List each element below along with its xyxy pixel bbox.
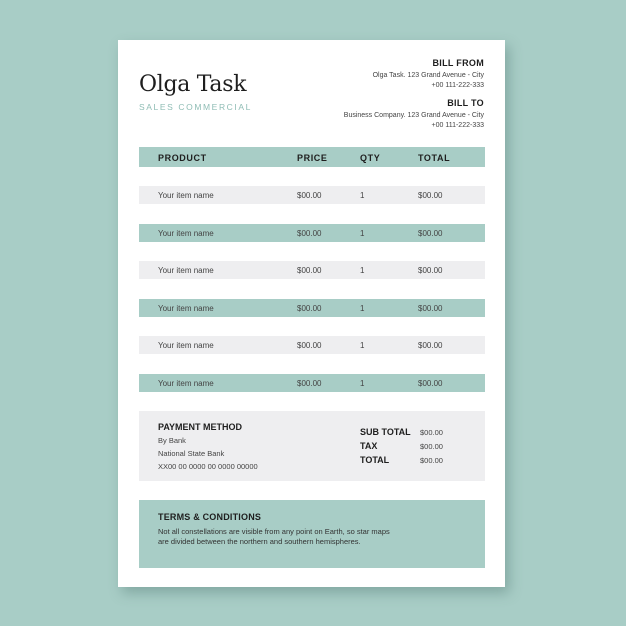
terms-heading: TERMS & CONDITIONS xyxy=(158,512,262,522)
bill-from-phone: +00 111-222-333 xyxy=(431,82,484,89)
bill-from-heading: BILL FROM xyxy=(432,58,484,68)
row-price: $00.00 xyxy=(297,266,322,275)
tax-label: TAX xyxy=(360,441,378,451)
subtotal-label: SUB TOTAL xyxy=(360,427,411,437)
table-row xyxy=(139,299,485,317)
total-value: $00.00 xyxy=(420,456,443,465)
bill-to-heading: BILL TO xyxy=(447,98,484,108)
column-header-product: PRODUCT xyxy=(158,153,207,163)
row-price: $00.00 xyxy=(297,304,322,313)
payment-account-number: XX00 00 0000 00 0000 00000 xyxy=(158,462,258,471)
table-header xyxy=(139,147,485,167)
tax-value: $00.00 xyxy=(420,442,443,451)
payment-method-heading: PAYMENT METHOD xyxy=(158,422,243,432)
row-price: $00.00 xyxy=(297,341,322,350)
payment-summary-panel xyxy=(139,411,485,481)
terms-panel xyxy=(139,500,485,568)
row-total: $00.00 xyxy=(418,341,443,350)
row-total: $00.00 xyxy=(418,266,443,275)
row-product: Your item name xyxy=(158,266,214,275)
table-row xyxy=(139,224,485,242)
sender-name: Olga Task xyxy=(139,72,247,97)
table-row xyxy=(139,374,485,392)
bill-from-block xyxy=(373,58,484,89)
row-price: $00.00 xyxy=(297,379,322,388)
row-qty: 1 xyxy=(360,229,365,238)
row-total: $00.00 xyxy=(418,229,443,238)
subtotal-value: $00.00 xyxy=(420,428,443,437)
row-qty: 1 xyxy=(360,266,365,275)
column-header-qty: QTY xyxy=(360,153,381,163)
invoice-page xyxy=(118,40,505,587)
column-header-total: TOTAL xyxy=(418,153,451,163)
bill-from-address: Olga Task. 123 Grand Avenue - City xyxy=(372,72,484,79)
terms-text: Not all constellations are visible from any point on Earth, so star maps are divided between the northern and southern hemispheres. xyxy=(158,527,390,546)
row-qty: 1 xyxy=(360,341,365,350)
row-product: Your item name xyxy=(158,229,214,238)
row-product: Your item name xyxy=(158,379,214,388)
table-row xyxy=(139,336,485,354)
column-header-price: PRICE xyxy=(297,153,328,163)
row-total: $00.00 xyxy=(418,304,443,313)
bill-to-block xyxy=(344,98,484,129)
bill-to-address: Business Company. 123 Grand Avenue - City xyxy=(343,112,484,119)
payment-method-type: By Bank xyxy=(158,436,186,445)
row-qty: 1 xyxy=(360,191,365,200)
row-total: $00.00 xyxy=(418,191,443,200)
table-row xyxy=(139,261,485,279)
row-qty: 1 xyxy=(360,379,365,388)
total-label: TOTAL xyxy=(360,455,390,465)
sender-title: SALES COMMERCIAL xyxy=(139,102,252,112)
row-price: $00.00 xyxy=(297,191,322,200)
row-price: $00.00 xyxy=(297,229,322,238)
row-product: Your item name xyxy=(158,191,214,200)
payment-bank-name: National State Bank xyxy=(158,449,225,458)
row-product: Your item name xyxy=(158,304,214,313)
row-product: Your item name xyxy=(158,341,214,350)
table-row xyxy=(139,186,485,204)
row-total: $00.00 xyxy=(418,379,443,388)
bill-to-phone: +00 111-222-333 xyxy=(431,122,484,129)
row-qty: 1 xyxy=(360,304,365,313)
